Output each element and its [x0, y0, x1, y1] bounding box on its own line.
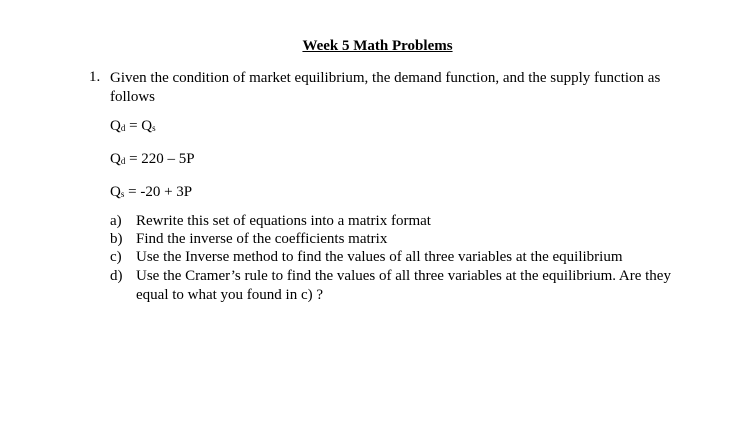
part-letter: b) [110, 231, 123, 247]
part-letter: d) [110, 268, 123, 284]
part-text: Use the Cramer’s rule to find the values of all three variables at the equilibrium. Are they equal to what you found in c) ? [136, 268, 671, 303]
question-number: 1. [89, 69, 101, 85]
equation-lhs: Q [110, 151, 121, 167]
part-letter: a) [110, 213, 122, 229]
equation-equilibrium [110, 118, 156, 135]
equation-lhs-subscript: d [120, 123, 126, 133]
part-text: Use the Inverse method to find the values of all three variables at the equilibrium [136, 249, 623, 265]
equation-rhs: = Q [125, 118, 153, 134]
equation-lhs: Q [110, 118, 121, 134]
equation-rhs: = -20 + 3P [124, 184, 193, 200]
equation-demand [110, 151, 195, 168]
part-text: Rewrite this set of equations into a matrix format [136, 213, 431, 229]
document-title: Week 5 Math Problems [302, 38, 453, 54]
equation-lhs: Q [110, 184, 121, 200]
equation-supply [110, 184, 192, 201]
equation-rhs-subscript: s [152, 123, 156, 133]
equation-lhs-subscript: d [120, 156, 126, 166]
equation-rhs: = 220 – 5P [125, 151, 195, 167]
equation-lhs-subscript: s [120, 189, 125, 199]
question-text: Given the condition of market equilibrium, the demand function, and the supply function as follows [110, 70, 661, 105]
part-letter: c) [110, 249, 122, 265]
part-text: Find the inverse of the coefficients matrix [136, 231, 388, 247]
